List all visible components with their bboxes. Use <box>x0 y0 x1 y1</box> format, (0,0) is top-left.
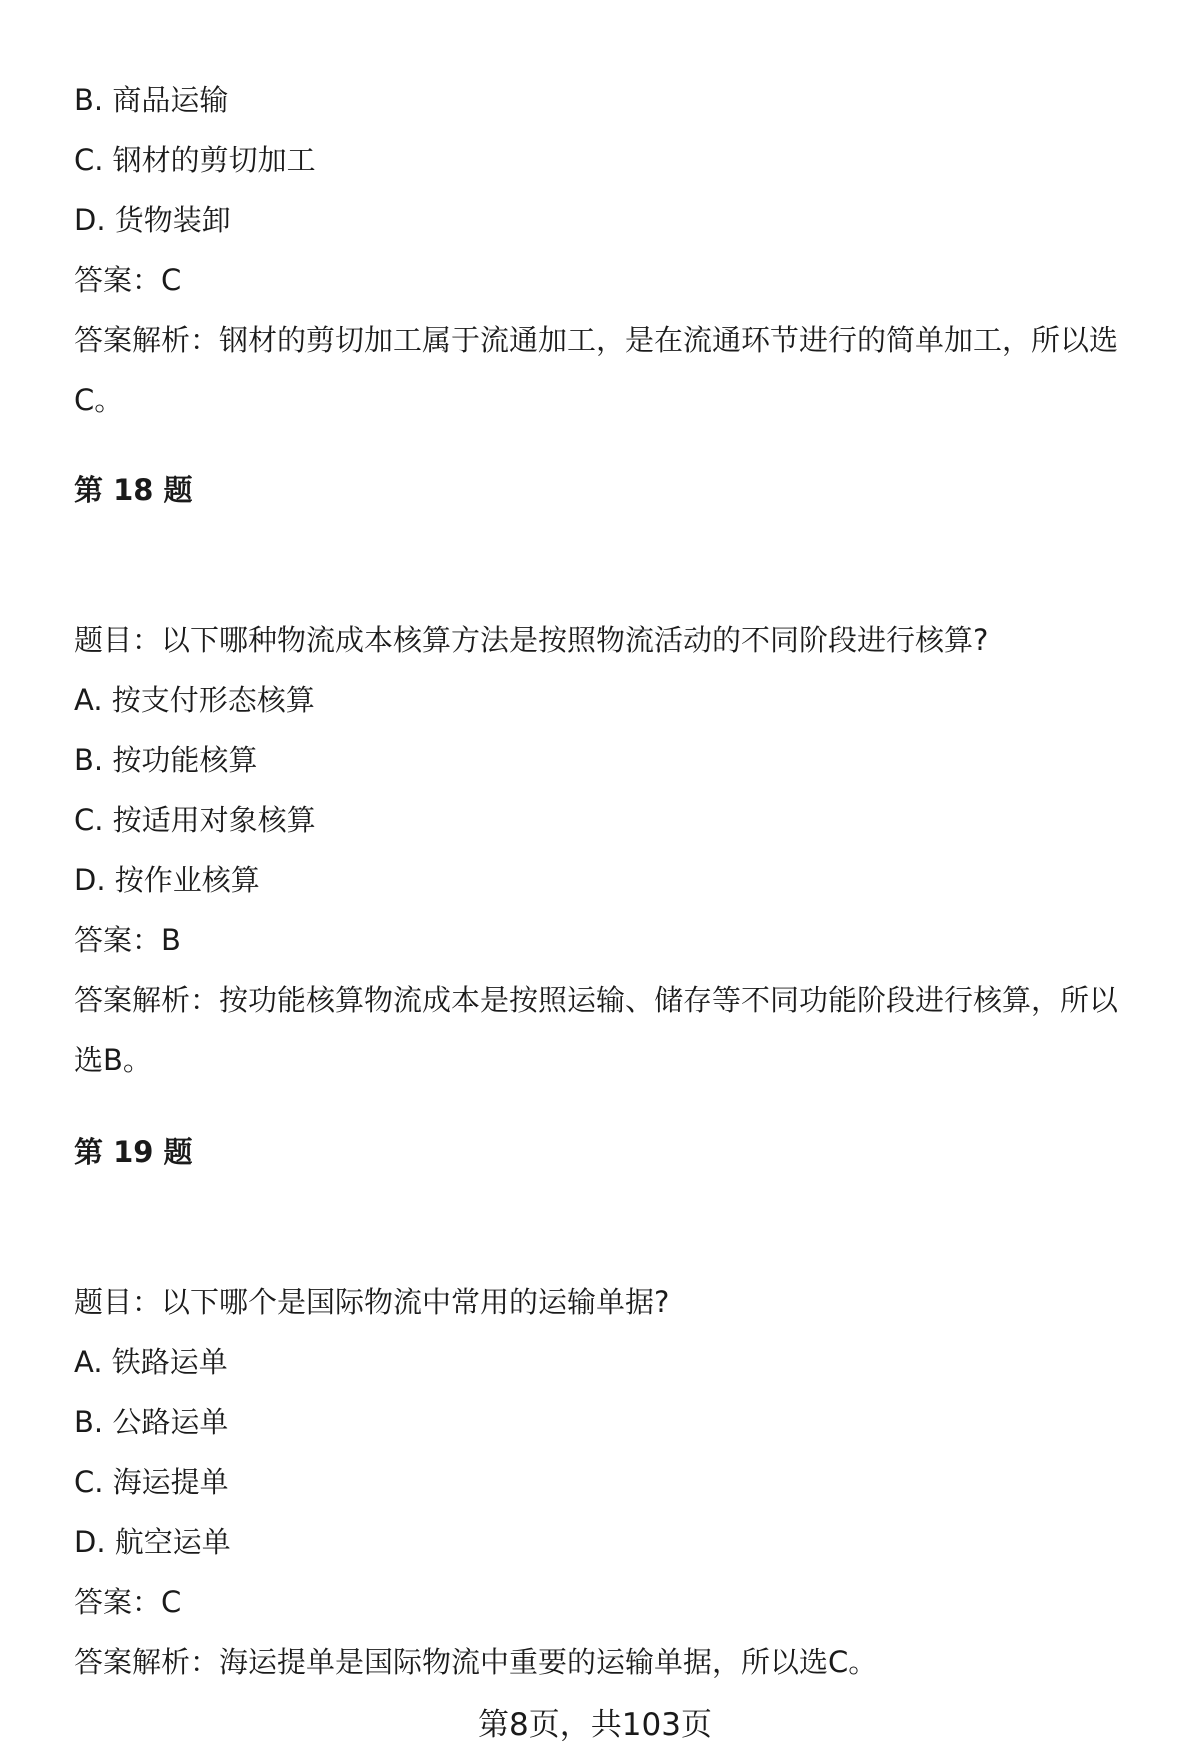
q19-explanation: 答案解析：海运提单是国际物流中重要的运输单据，所以选C。 <box>74 1645 878 1679</box>
q18-answer: 答案：B <box>74 923 181 957</box>
q18-option-b: B. 按功能核算 <box>74 743 258 777</box>
q19-answer: 答案：C <box>74 1585 182 1619</box>
q18-option-a: A. 按支付形态核算 <box>74 683 315 717</box>
q17-explanation-line1: 答案解析：钢材的剪切加工属于流通加工，是在流通环节进行的简单加工，所以选 <box>74 323 1119 357</box>
q19-option-b: B. 公路运单 <box>74 1405 229 1439</box>
page-indicator: 第8页，共103页 <box>478 1707 712 1743</box>
q18-explanation-line1: 答案解析：按功能核算物流成本是按照运输、储存等不同功能阶段进行核算，所以 <box>74 983 1119 1017</box>
q19-option-d: D. 航空运单 <box>74 1525 231 1559</box>
q17-option-b: B. 商品运输 <box>74 83 229 117</box>
q19-option-a: A. 铁路运单 <box>74 1345 228 1379</box>
q19-question: 题目：以下哪个是国际物流中常用的运输单据? <box>74 1285 670 1319</box>
q18-heading: 第 18 题 <box>74 473 193 507</box>
q18-option-d: D. 按作业核算 <box>74 863 260 897</box>
q17-option-d: D. 货物装卸 <box>74 203 231 237</box>
q17-answer: 答案：C <box>74 263 182 297</box>
q17-option-c: C. 钢材的剪切加工 <box>74 143 316 177</box>
q17-explanation-line2: C。 <box>74 383 124 417</box>
q19-option-c: C. 海运提单 <box>74 1465 229 1499</box>
q18-explanation-line2: 选B。 <box>74 1043 152 1077</box>
q18-question: 题目：以下哪种物流成本核算方法是按照物流活动的不同阶段进行核算? <box>74 623 989 657</box>
q19-heading: 第 19 题 <box>74 1135 193 1169</box>
q18-option-c: C. 按适用对象核算 <box>74 803 316 837</box>
